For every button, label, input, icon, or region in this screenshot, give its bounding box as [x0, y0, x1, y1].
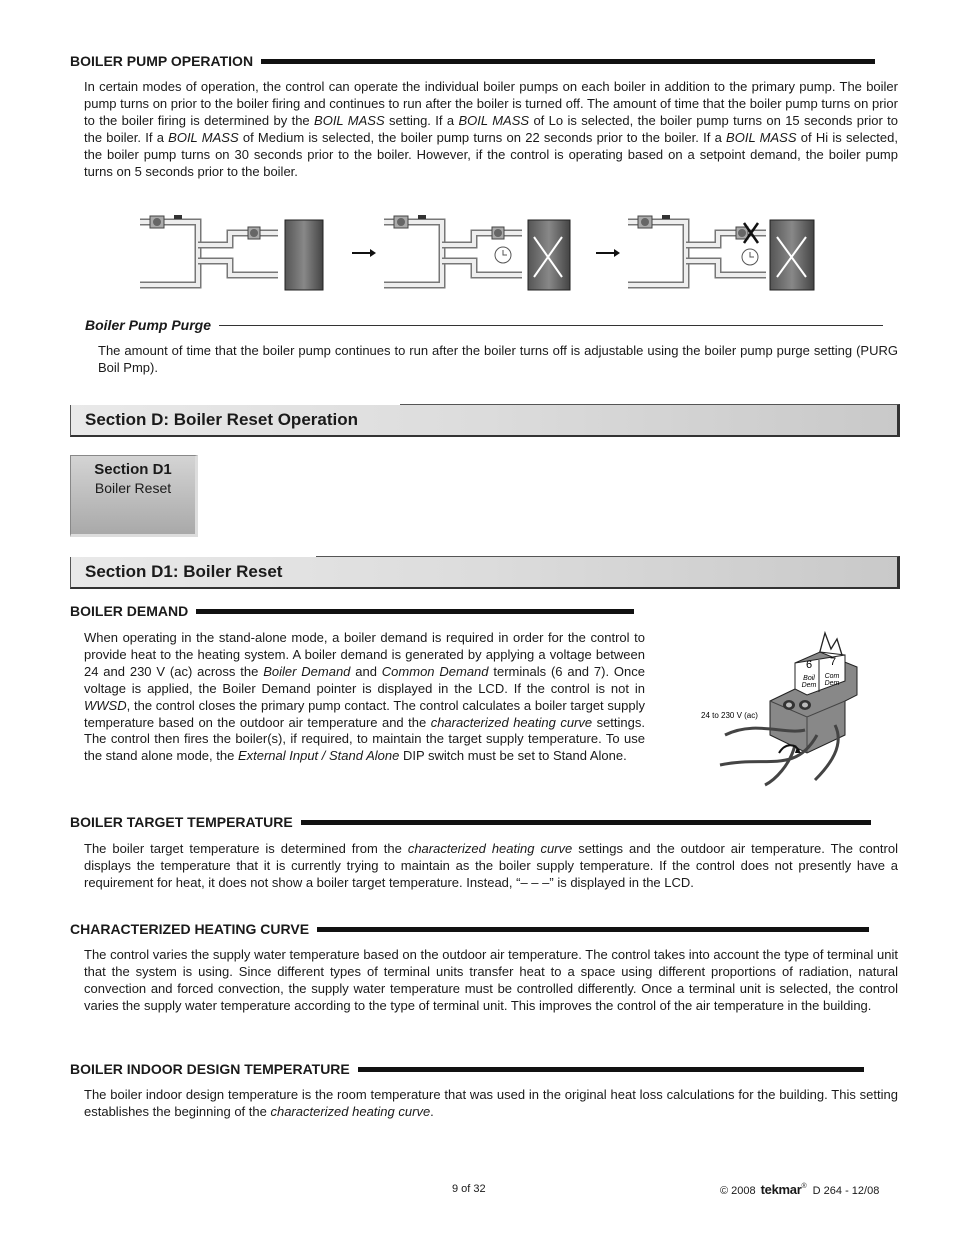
heading-text: BOILER INDOOR DESIGN TEMPERATURE: [70, 1061, 350, 1077]
boiler-pump-purge-heading: [85, 317, 883, 333]
italic-term: WWSD: [84, 697, 127, 713]
text-run: In certain modes of operation, the control can operate the individual boiler pumps on each boiler in addition to the primary pump. The boiler pump turns on prior to the boiler firing and continues to run after the boiler is turned off. The amount of time that the boiler pump turns on prior to the boiler firing is determined by the: [84, 79, 898, 128]
heading-text: BOILER TARGET TEMPERATURE: [70, 814, 293, 830]
italic-term: BOIL MASS: [314, 112, 385, 128]
text-run: , the control closes the primary pump contact. The control calculates a boiler target supply temperature based on the outdoor air temperature and the: [84, 697, 645, 730]
boiler-demand-text: [84, 630, 645, 765]
text-run: setting. If a: [384, 112, 459, 128]
italic-term: Boiler Demand: [263, 663, 351, 679]
terminal-6-label-1: Boil: [803, 675, 815, 682]
voltage-label: 24 to 230 V (ac): [701, 711, 758, 720]
boiler-target-temperature-heading: [70, 814, 871, 830]
heading-rule: [196, 609, 634, 614]
document-code: D 264 - 12/08: [812, 1185, 880, 1197]
footer-copyright: [720, 1182, 879, 1197]
heading-rule: [301, 820, 871, 825]
section-d1-title: Section D1: Boiler Reset: [85, 562, 283, 581]
italic-term: BOIL MASS: [458, 112, 530, 128]
boiler-demand-heading: [70, 603, 634, 619]
italic-term: BOIL MASS: [168, 129, 239, 145]
heading-text: CHARACTERIZED HEATING CURVE: [70, 921, 310, 937]
terminal-7-label-1: Com: [824, 673, 840, 680]
brand-logo: tekmar: [760, 1182, 802, 1197]
heading-rule: [317, 927, 869, 932]
characterized-heating-curve-heading: [70, 921, 869, 937]
heading-rule: [358, 1067, 864, 1072]
italic-term: BOIL MASS: [726, 129, 797, 145]
boiler-pump-operation-text: [84, 79, 898, 180]
characterized-heating-curve-text: The control varies the supply water temperature based on the outdoor air temperature. The control takes into account the type of terminal unit that the system is using. Since different types of terminal units transfer heat to a space using different proportions of radiation, natural convection and forced convection, the supply water temperature must be controlled differently. Once a terminal unit is selected, the control varies the supply water temperature according to the type of terminal unit. This improves the control of the air temperature in the building.: [84, 947, 898, 1013]
terminal-7-label-2: Dem: [824, 680, 840, 687]
text-run: and: [350, 663, 382, 679]
text-run: The boiler target temperature is determined from the: [84, 841, 408, 856]
section-d1-tab: [70, 455, 198, 537]
boiler-indoor-design-temperature-heading: [70, 1061, 864, 1077]
heading-text: BOILER DEMAND: [70, 603, 189, 619]
text-run: settings and the outdoor air temperature. The control displays the temperature that it is currently trying to maintain as the boiler supply temperature. If the control does not presently have a requirement for heat, it does not show a boiler target temperature. Instead, “– – –” is displayed in the LCD.: [84, 841, 898, 890]
text-run: of Lo is selected, the boiler pump turns on 15 seconds prior to the boiler. If a: [84, 112, 899, 145]
boiler-pump-operation-heading: [70, 53, 875, 69]
text-run: settings. The control then fires the boiler(s), if required, to maintain the target supply temperature. To use the stand alone mode, the: [84, 714, 645, 764]
terminal-wiring-diagram: [695, 625, 870, 790]
terminal-7-number: 7: [829, 656, 837, 668]
text-run: The boiler indoor design temperature is the room temperature that was used in the original heat loss calculations for the building. This setting establishes the beginning of the: [84, 1087, 898, 1119]
subheading-rule: [219, 325, 883, 326]
italic-term: External Input / Stand Alone: [237, 748, 400, 764]
boiler-indoor-design-temperature-text: [84, 1087, 898, 1121]
italic-term: characterized heating curve: [430, 714, 593, 730]
tab-title: Section D1: [94, 461, 172, 478]
section-d-bar: [70, 404, 900, 437]
italic-term: Common Demand: [381, 663, 489, 679]
copyright-text: © 2008: [720, 1185, 756, 1197]
boiler-pump-diagram: [130, 205, 830, 300]
terminal-6-label-2: Dem: [801, 682, 817, 689]
text-run: terminals (6 and 7). Once voltage is applied, the Boiler Demand pointer is displayed in the LCD. If the control is not in: [84, 663, 645, 696]
registered-mark: ®: [801, 1183, 807, 1190]
heading-rule: [261, 59, 875, 64]
subheading-text: Boiler Pump Purge: [85, 317, 212, 333]
boiler-target-temperature-text: [84, 841, 898, 892]
terminal-6-number: 6: [805, 659, 813, 671]
text-run: When operating in the stand-alone mode, a boiler demand is required in order for the control to provide heat to the heating system. A boiler demand is generated by applying a voltage between 24 and 230 V (ac) across the: [84, 630, 645, 679]
text-run: of Medium is selected, the boiler pump turns on 22 seconds prior to the boiler. If a: [238, 129, 727, 145]
text-run: .: [430, 1103, 434, 1119]
boiler-pump-purge-text: The amount of time that the boiler pump continues to run after the boiler turns off is adjustable using the boiler pump purge setting (PURG Boil Pmp).: [98, 343, 898, 375]
page-number: 9 of 32: [452, 1183, 486, 1195]
text-run: of Hi is selected, the boiler pump turns on 30 seconds prior to the boiler. However, if the control is operating based on a setpoint demand, the boiler pump turns on 5 seconds prior to the boiler.: [84, 129, 898, 179]
italic-term: characterized heating curve: [407, 841, 573, 856]
section-d-title: Section D: Boiler Reset Operation: [85, 410, 358, 429]
italic-term: characterized heating curve: [270, 1103, 431, 1119]
section-d1-bar: [70, 556, 900, 589]
text-run: DIP switch must be set to Stand Alone.: [399, 748, 627, 764]
tab-subtitle: Boiler Reset: [94, 480, 172, 496]
heading-text: BOILER PUMP OPERATION: [70, 53, 254, 69]
